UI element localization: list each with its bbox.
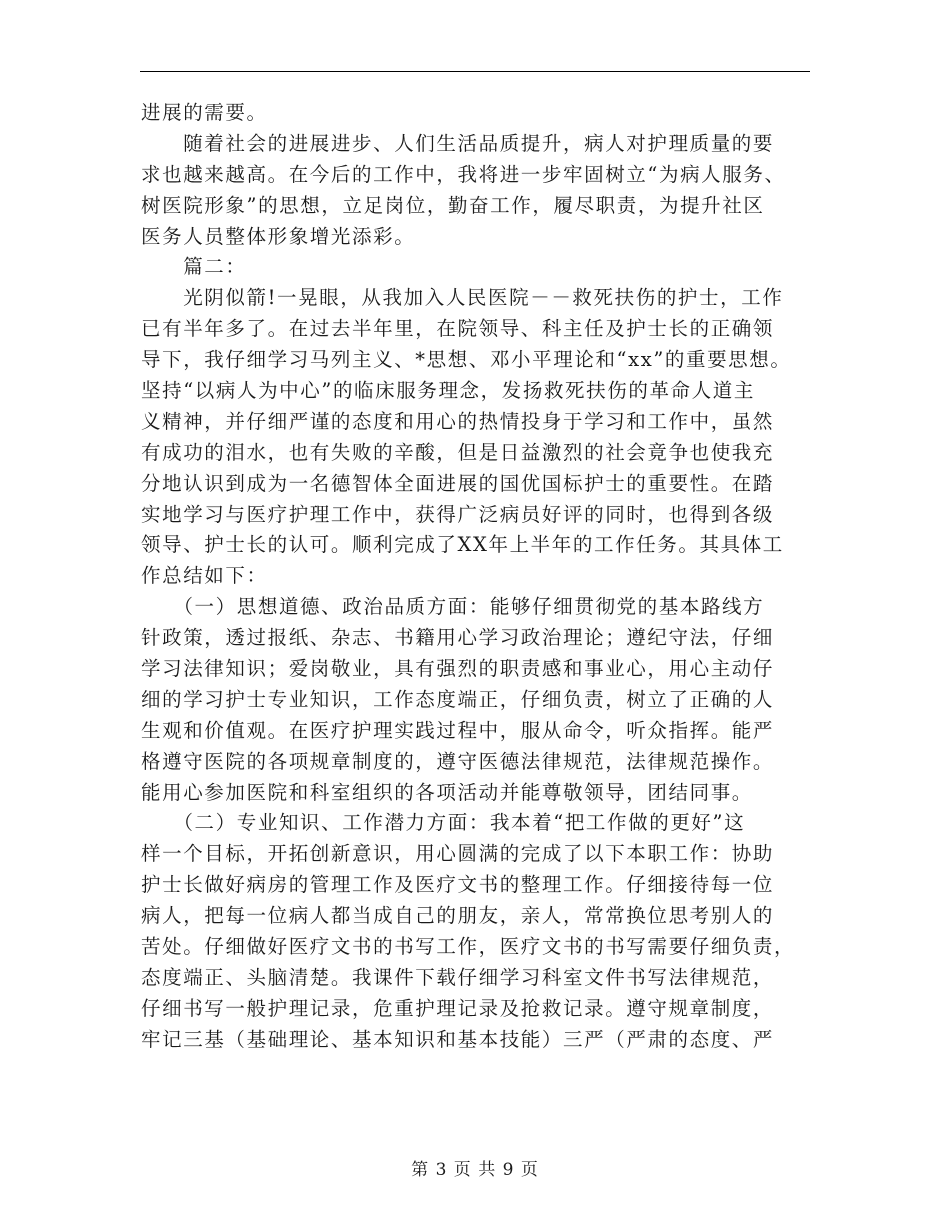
text-line: 求也越来越高。在今后的工作中，我将进一步牢固树立“为病人服务、 bbox=[141, 162, 786, 186]
text-line: 护士长做好病房的管理工作及医疗文书的整理工作。仔细接待每一位 bbox=[141, 873, 775, 897]
text-line: 光阴似箭!一晃眼，从我加入人民医院－－救死扶伤的护士，工作 bbox=[141, 286, 784, 310]
text-line: 进展的需要。 bbox=[141, 101, 268, 124]
text-line: 已有半年多了。在过去半年里，在院领导、科主任及护士长的正确领 bbox=[141, 317, 775, 341]
text-line: 领导、护士长的认可。顺利完成了XX年上半年的工作任务。其具体工 bbox=[141, 533, 784, 557]
document-body bbox=[141, 98, 813, 1056]
text-line: 牢记三基（基础理论、基本知识和基本技能）三严（严肃的态度、严 bbox=[141, 1027, 775, 1051]
text-line: 苦处。仔细做好医疗文书的书写工作，医疗文书的书写需要仔细负责， bbox=[141, 935, 796, 959]
text-line: （一）思想道德、政治品质方面：能够仔细贯彻党的基本路线方 bbox=[141, 595, 765, 619]
text-line: 树医院形象”的思想，立足岗位，勤奋工作，履尽职责，为提升社区 bbox=[141, 193, 765, 217]
text-line: 实地学习与医疗护理工作中，获得广泛病员好评的同时，也得到各级 bbox=[141, 502, 775, 526]
text-line: 针政策，透过报纸、杂志、书籍用心学习政治理论；遵纪守法，仔细 bbox=[141, 626, 775, 650]
section-heading: 篇二： bbox=[141, 255, 247, 279]
text-line: 作总结如下： bbox=[141, 564, 268, 588]
header-rule bbox=[140, 71, 810, 72]
text-line: 义精神，并仔细严谨的态度和用心的热情投身于学习和工作中，虽然 bbox=[141, 409, 775, 433]
page-number-footer: 第 3 页 共 9 页 bbox=[411, 1160, 539, 1180]
text-line: 随着社会的进展进步、人们生活品质提升，病人对护理质量的要 bbox=[141, 131, 775, 155]
text-line: 格遵守医院的各项规章制度的，遵守医德法律规范，法律规范操作。 bbox=[141, 749, 775, 773]
text-line: 细的学习护士专业知识，工作态度端正，仔细负责，树立了正确的人 bbox=[141, 687, 775, 711]
text-line: 生观和价值观。在医疗护理实践过程中，服从命令，听众指挥。能严 bbox=[141, 718, 775, 742]
text-line: 坚持“以病人为中心”的临床服务理念，发扬救死扶伤的革命人道主 bbox=[141, 379, 755, 403]
text-line: 病人，把每一位病人都当成自己的朋友，亲人，常常换位思考别人的 bbox=[141, 904, 775, 928]
text-line: 导下，我仔细学习马列主义、*思想、邓小平理论和“xx”的重要思想。 bbox=[141, 348, 792, 372]
text-line: 能用心参加医院和科室组织的各项活动并能尊敬领导，团结同事。 bbox=[141, 780, 753, 804]
text-line: 态度端正、头脑清楚。我课件下载仔细学习科室文件书写法律规范， bbox=[141, 965, 775, 989]
text-line: （二）专业知识、工作潜力方面：我本着“把工作做的更好”这 bbox=[141, 811, 746, 835]
text-line: 分地认识到成为一名德智体全面进展的国优国标护士的重要性。在踏 bbox=[141, 471, 775, 495]
text-line: 仔细书写一般护理记录，危重护理记录及抢救记录。遵守规章制度， bbox=[141, 996, 775, 1020]
text-line: 样一个目标，开拓创新意识，用心圆满的完成了以下本职工作：协助 bbox=[141, 842, 775, 866]
text-line: 医务人员整体形象增光添彩。 bbox=[141, 224, 416, 248]
text-line: 有成功的泪水，也有失败的辛酸，但是日益激烈的社会竟争也使我充 bbox=[141, 440, 775, 464]
text-line: 学习法律知识；爱岗敬业，具有强烈的职责感和事业心，用心主动仔 bbox=[141, 657, 775, 681]
